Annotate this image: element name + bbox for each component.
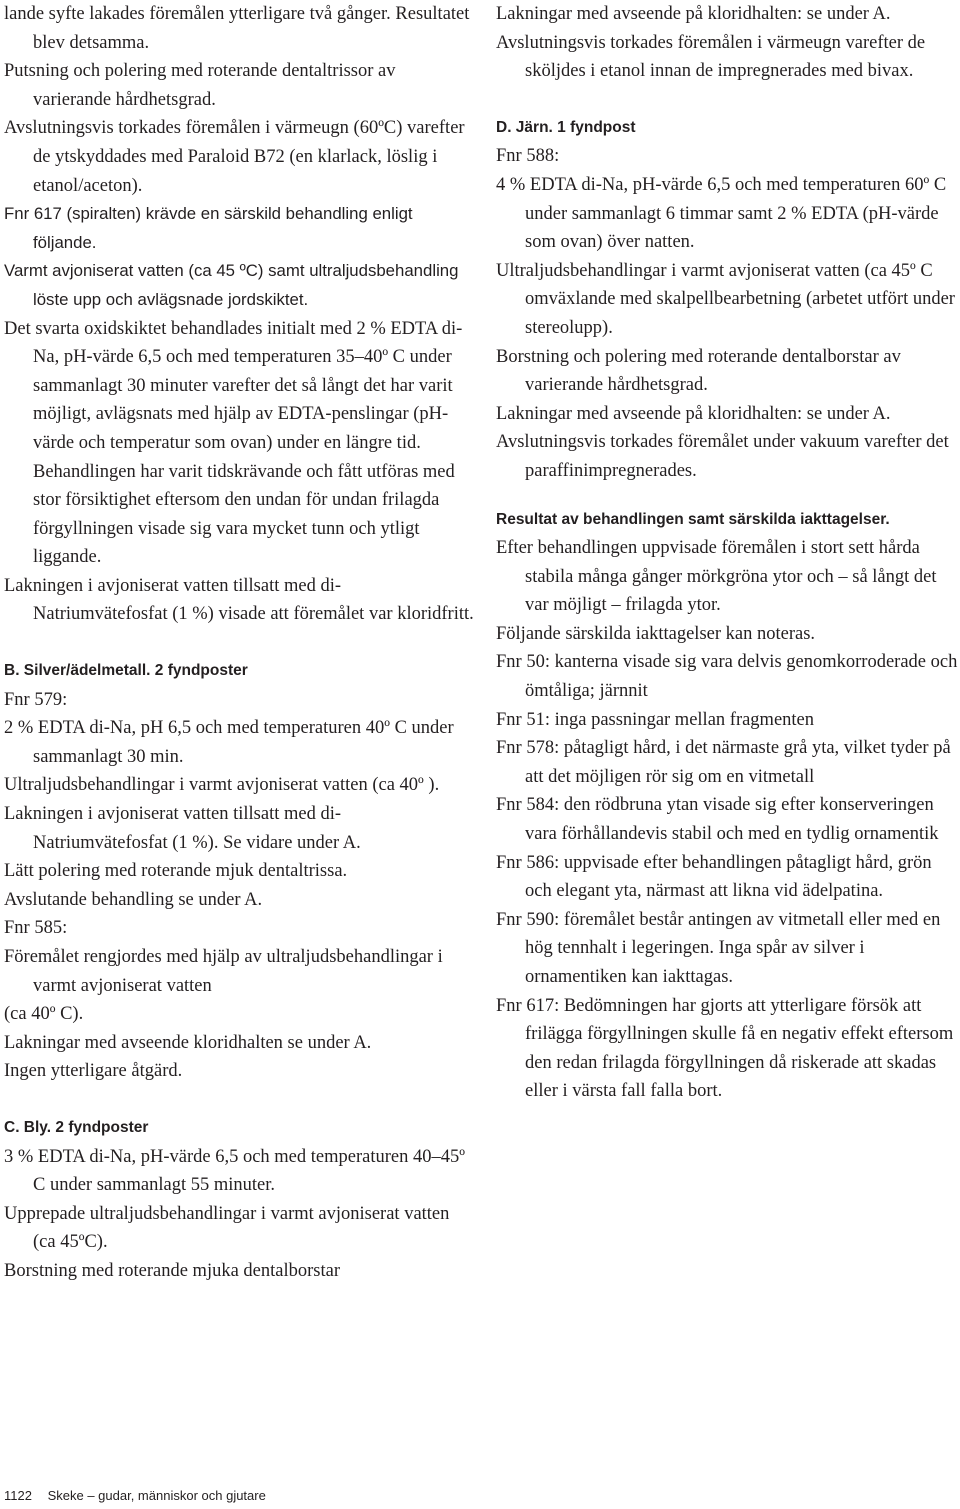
paragraph: Fnr 51: inga passningar mellan fragmenten [496,709,815,730]
section-gap [4,1086,474,1114]
paragraph: Fnr 617: Bedömningen har gjorts att ytterligare försök att frilägga förgyllningen skulle få en negativ effekt eftersom den redan frilagda förgyllningen då riskerade att skadas eller i värsta fall falla bort. [496,995,954,1102]
paragraph: Ingen ytterligare åtgärd. [4,1061,183,1082]
paragraph: Avslutningsvis torkades föremålet under vakuum varefter det paraffinimpregnerades. [496,432,949,481]
paragraph: Ultraljudsbehandlingar i varmt avjoniserat vatten (ca 40º ). [4,775,440,796]
paragraph: Upprepade ultraljudsbehandlingar i varmt avjoniserat vatten (ca 45ºC). [4,1203,450,1253]
left-column [4,0,474,1286]
paragraph: Avslutningsvis torkades föremålen i värmeugn (60ºC) varefter de ytskyddades med Paraloid B72 (en klarlack, löslig i etanol/aceton). [4,118,465,196]
page-number: 1122 [4,1488,32,1503]
paragraph: Lakningen i avjoniserat vatten tillsatt med di-Natriumvätefosfat (1 %). Se vidare under A. [4,804,361,853]
paragraph: Föremålet rengjordes med hjälp av ultraljudsbehandlingar i varmt avjoniserat vatten [4,947,443,996]
paragraph: Följande särskilda iakttagelser kan noteras. [496,623,816,644]
section-heading-d: D. Järn. 1 fyndpost [496,118,636,136]
paragraph: Lakningen i avjoniserat vatten tillsatt med di-Natriumvätefosfat (1 %) visade att föremålet var kloridfritt. [4,575,474,625]
section-heading-b: B. Silver/ädelmetall. 2 fyndposter [4,662,248,680]
paragraph: Lakningar med avseende på kloridhalten: se under A. [496,4,891,24]
paragraph: (ca 40º C). [4,1004,84,1025]
paragraph: Fnr 584: den rödbruna ytan visade sig efter konserveringen vara förhållandevis stabil och med en tydlig ornamentik [496,795,939,845]
paragraph: 4 % EDTA di-Na, pH-värde 6,5 och med temperaturen 60º C under sammanlagt 6 timmar samt 2 % EDTA (pH-värde som ovan) över natten. [496,174,947,253]
paragraph: Fnr 617 (spiralten) krävde en särskild behandling enligt följande. [4,204,413,252]
paragraph: Lakningar med avseende kloridhalten se under A. [4,1032,372,1053]
paragraph: 2 % EDTA di-Na, pH 6,5 och med temperaturen 40º C under sammanlagt 30 min. [4,718,454,767]
paragraph: Lakningar med avseende på kloridhalten: se under A. [496,403,891,424]
paragraph: Avslutningsvis torkades föremålen i värmeugn varefter de sköljdes i etanol innan de impregnerades med bivax. [496,32,926,82]
section-heading-c: C. Bly. 2 fyndposter [4,1118,149,1136]
paragraph: Fnr 585: [4,918,68,939]
paragraph: Borstning med roterande mjuka dentalborstar [4,1260,340,1281]
section-heading-results: Resultat av behandlingen samt särskilda iakttagelser. [496,510,890,528]
running-title: Skeke – gudar, människor och gjutare [47,1488,266,1503]
paragraph: Putsning och polering med roterande dentaltrissor av varierande hårdhetsgrad. [4,61,396,110]
right-column [496,0,958,1106]
paragraph: Fnr 50: kanterna visade sig vara delvis genomkorroderade och ömtåliga; järnnit [496,652,958,702]
section-gap [496,486,958,506]
paragraph: Borstning och polering med roterande dentalborstar av varierande hårdhetsgrad. [496,346,901,396]
paragraph: Det svarta oxidskiktet behandlades initialt med 2 % EDTA di-Na, pH-värde 6,5 och med temperaturen 35–40º C under sammanlagt 30 minuter varefter det så långt det har varit möjligt, avlägsnats med hjälp av EDTA-penslingar (pH-värde och temperatur som ovan) under en längre tid. Behandlingen har varit tidskrävande och fått utföras med stor försiktighet eftersom den undan för undan frilagda förgyllningen visade sig vara mycket tunn och ytligt liggande. [4,318,463,568]
section-gap [496,86,958,114]
paragraph: Fnr 578: påtagligt hård, i det närmaste grå yta, vilket tyder på att det möjligen rör sig om en vitmetall [496,738,951,787]
paragraph: Varmt avjoniserat vatten (ca 45 ºC) samt ultraljudsbehandling löste upp och avlägsnade jordskiktet. [4,261,459,309]
page-footer [4,1487,266,1505]
paragraph: 3 % EDTA di-Na, pH-värde 6,5 och med temperaturen 40–45º C under sammanlagt 55 minuter. [4,1146,465,1196]
paragraph: Fnr 588: [496,146,560,167]
paragraph: Efter behandlingen uppvisade föremålen i stort sett hårda stabila många gånger mörkgröna ytor och – så långt det var möjligt – frilagda ytor. [496,538,937,616]
paragraph: Fnr 590: föremålet består antingen av vitmetall eller med en hög tennhalt i legeringen. Inga spår av silver i ornamentiken kan iakttagas. [496,909,941,987]
paragraph: Ultraljudsbehandlingar i varmt avjoniserat vatten (ca 45º C omväxlande med skalpellbearbetning (arbetet utfört under stereolupp). [496,260,955,338]
paragraph: Lätt polering med roterande mjuk dentaltrissa. [4,861,348,882]
paragraph: Fnr 586: uppvisade efter behandlingen påtagligt hård, grön och elegant yta, närmast att likna vid ädelpatina. [496,852,932,902]
paragraph: Fnr 579: [4,689,68,710]
paragraph: Avslutande behandling se under A. [4,889,263,910]
section-gap [4,629,474,657]
paragraph: lande syfte lakades föremålen ytterligare två gånger. Resultatet blev detsamma. [4,4,470,53]
